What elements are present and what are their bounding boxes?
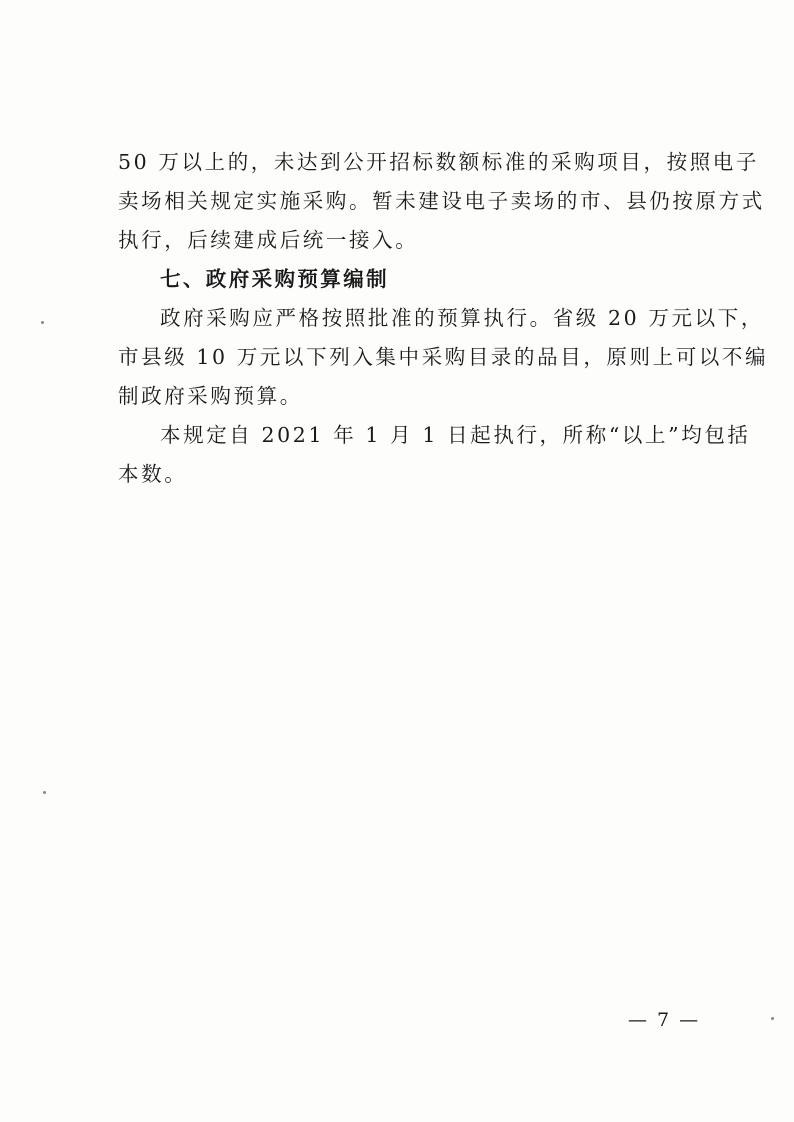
page-number: — 7 — <box>628 1009 701 1031</box>
paragraph-line: 50 万以上的，未达到公开招标数额标准的采购项目，按照电子 <box>118 150 759 174</box>
paragraph-line: 市县级 10 万元以下列入集中采购目录的品目，原则上可以不编 <box>118 345 769 369</box>
scan-speck <box>41 321 44 324</box>
section-heading: 七、政府采购预算编制 <box>160 267 389 291</box>
paragraph-line: 本规定自 2021 年 1 月 1 日起执行，所称“以上”均包括 <box>160 423 751 447</box>
paragraph-line: 执行，后续建成后统一接入。 <box>118 228 419 252</box>
scan-speck <box>771 1017 774 1020</box>
scan-speck <box>43 791 46 794</box>
paragraph-line: 卖场相关规定实施采购。暂未建设电子卖场的市、县仍按原方式 <box>118 189 765 213</box>
paragraph-line: 本数。 <box>118 462 188 486</box>
paragraph-line: 制政府采购预算。 <box>118 384 303 408</box>
paragraph-line: 政府采购应严格按照批准的预算执行。省级 20 万元以下， <box>160 306 764 330</box>
